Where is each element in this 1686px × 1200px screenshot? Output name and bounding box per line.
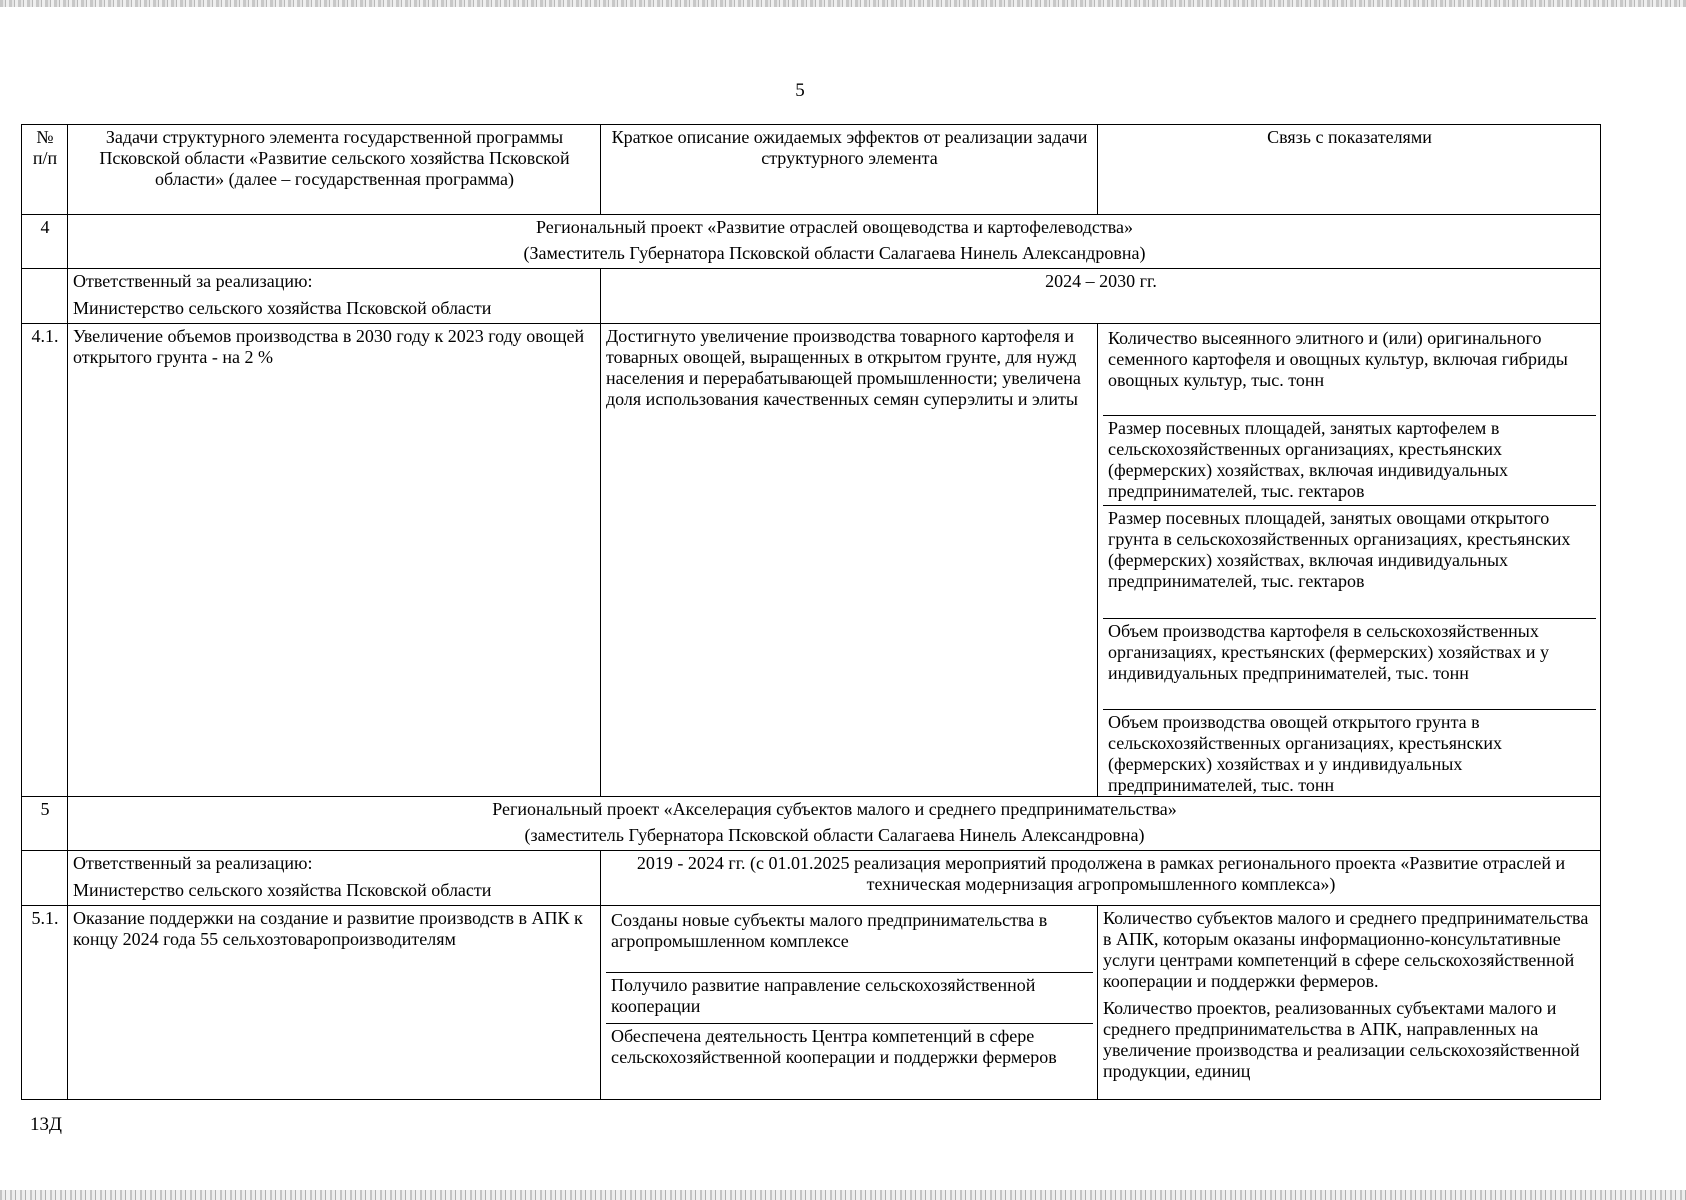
row-5-1-effects	[601, 906, 1098, 1100]
project-4-responsible-row	[22, 269, 1601, 324]
row-5-1-effect: Созданы новые субъекты малого предпринимательства в агропромышленном комплексе	[611, 910, 1048, 951]
document-table	[21, 124, 1601, 1100]
row-5-1-indicator: Количество субъектов малого и среднего предпринимательства в АПК, которым оказаны информационно-консультативные услуги центрами компетенций в сфере сельскохозяйственной кооперации и поддержки фермеров.	[1103, 908, 1589, 991]
project-4-responsible-num	[22, 269, 68, 324]
row-4-1-indicator: Размер посевных площадей, занятых картофелем в сельскохозяйственных организациях, крестьянских (фермерских) хозяйствах, включая индивидуальных предпринимателей, тыс. гектаров	[1103, 415, 1596, 505]
project-5-responsible-label: Ответственный за реализацию:	[73, 853, 313, 873]
project-4-title-cell	[68, 215, 1601, 269]
header-effects: Краткое описание ожидаемых эффектов от реализации задачи структурного элемента	[601, 125, 1098, 215]
scan-edge-bottom	[0, 1190, 1686, 1200]
project-5-title-cell	[68, 797, 1601, 851]
project-4-title: Региональный проект «Развитие отраслей овощеводства и картофелеводства»	[535, 217, 1134, 237]
project-4-responsible-org: Министерство сельского хозяйства Псковской области	[73, 298, 492, 318]
row-5-1-effect: Получило развитие направление сельскохозяйственной кооперации	[606, 972, 1093, 1023]
project-5-period: 2019 - 2024 гг. (с 01.01.2025 реализация мероприятий продолжена в рамках регионального проекта «Развитие отраслей и техническая модернизация агропромышленного комплекса»)	[601, 851, 1601, 906]
project-4-deputy: (Заместитель Губернатора Псковской области Салагаева Нинель Александровна)	[523, 243, 1146, 263]
scan-edge-top	[0, 0, 1686, 7]
row-4-1-num: 4.1.	[22, 324, 68, 797]
header-tasks: Задачи структурного элемента государственной программы Псковской области «Развитие сельского хозяйства Псковской области» (далее – государственная программа)	[68, 125, 601, 215]
footer-code: 13Д	[30, 1114, 62, 1135]
row-5-1-indicators	[1098, 906, 1601, 1100]
project-5-responsible-org: Министерство сельского хозяйства Псковской области	[73, 880, 492, 900]
row-5-1-task: Оказание поддержки на создание и развитие производств в АПК к концу 2024 года 55 сельхозтоваропроизводителям	[68, 906, 601, 1100]
project-5-row	[22, 797, 1601, 851]
project-4-row	[22, 215, 1601, 269]
row-4-1-effect: Достигнуто увеличение производства товарного картофеля и товарных овощей, выращенных в открытом грунте, для нужд населения и перерабатывающей промышленности; увеличена доля использования качественных семян суперэлиты и элиты	[601, 324, 1098, 797]
row-4-1-indicator: Количество высеянного элитного и (или) оригинального семенного картофеля и овощных культур, включая гибриды овощных культур, тыс. тонн	[1108, 328, 1568, 390]
project-4-num: 4	[22, 215, 68, 269]
project-5-deputy: (заместитель Губернатора Псковской области Салагаева Нинель Александровна)	[524, 825, 1145, 845]
project-4-period: 2024 – 2030 гг.	[601, 269, 1601, 324]
row-4-1	[22, 324, 1601, 797]
row-4-1-indicator: Объем производства овощей открытого грунта в сельскохозяйственных организациях, крестьянских (фермерских) хозяйствах и у индивидуальных предпринимателей, тыс. тонн	[1103, 709, 1596, 796]
header-indicators: Связь с показателями	[1098, 125, 1601, 215]
project-4-responsible-cell	[68, 269, 601, 324]
project-5-responsible-cell	[68, 851, 601, 906]
row-4-1-indicator: Объем производства картофеля в сельскохозяйственных организациях, крестьянских (фермерских) хозяйствах и у индивидуальных предпринимателей, тыс. тонн	[1103, 618, 1596, 709]
row-4-1-indicators	[1098, 324, 1601, 797]
project-4-responsible-label: Ответственный за реализацию:	[73, 271, 313, 291]
project-5-title: Региональный проект «Акселерация субъектов малого и среднего предпринимательства»	[492, 799, 1177, 819]
row-5-1-indicator: Количество проектов, реализованных субъектами малого и среднего предпринимательства в АПК, направленных на увеличение производства и реализации сельскохозяйственной продукции, единиц	[1103, 998, 1580, 1081]
row-4-1-task: Увеличение объемов производства в 2030 году к 2023 году овощей открытого грунта - на 2 %	[68, 324, 601, 797]
row-5-1	[22, 906, 1601, 1100]
row-4-1-indicator: Размер посевных площадей, занятых овощами открытого грунта в сельскохозяйственных организациях, крестьянских (фермерских) хозяйствах, включая индивидуальных предпринимателей, тыс. гектаров	[1103, 505, 1596, 618]
table-header-row	[22, 125, 1601, 215]
page-number: 5	[795, 80, 805, 101]
project-5-responsible-row	[22, 851, 1601, 906]
row-5-1-num: 5.1.	[22, 906, 68, 1100]
project-5-num: 5	[22, 797, 68, 851]
header-num: № п/п	[22, 125, 68, 215]
project-5-responsible-num	[22, 851, 68, 906]
row-5-1-effect: Обеспечена деятельность Центра компетенций в сфере сельскохозяйственной кооперации и поддержки фермеров	[606, 1023, 1093, 1068]
